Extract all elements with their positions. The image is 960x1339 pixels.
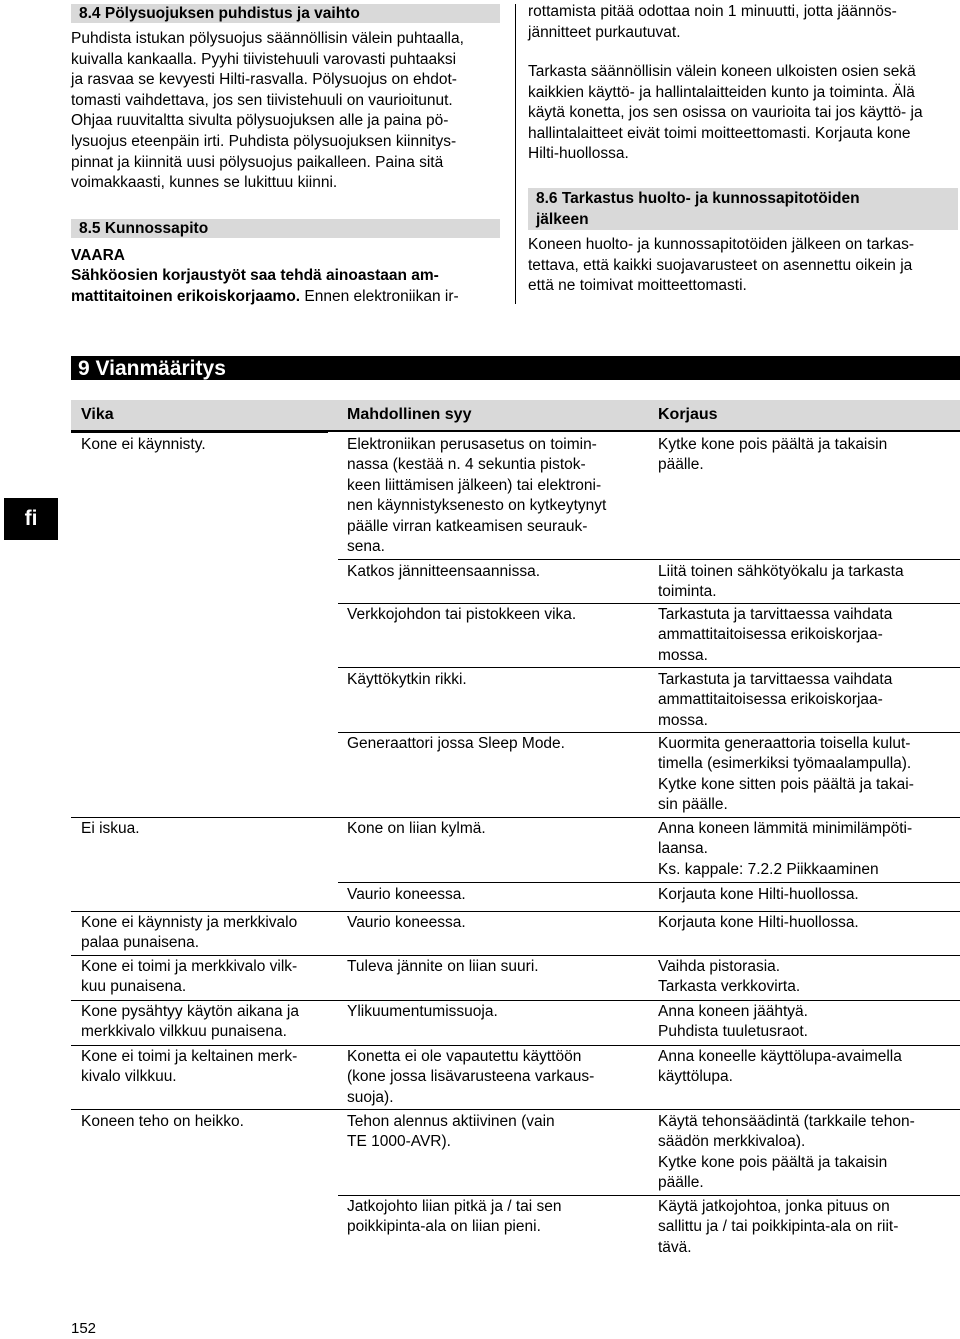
table-cell-korjaus: Käytä tehonsäädintä (tarkkaile tehon- säädön merkkivaloa). Kytke kone pois päältä ja takaisin päälle. xyxy=(658,1113,915,1192)
table-cell-syy: Kone on liian kylmä. xyxy=(347,820,486,837)
table-cell-syy: Tehon alennus aktiivinen (vain TE 1000-AVR). xyxy=(347,1113,555,1151)
section-8-5-title-text: 8.5 Kunnossapito xyxy=(79,220,209,237)
table-cell-syy: Konetta ei ole vapautettu käyttöön (kone jossa lisävarusteena varkaus- suoja). xyxy=(347,1048,595,1106)
table-cell-korjaus: Käytä jatkojohtoa, jonka pituus on sallittu ja / tai poikkipinta-ala on riit- tävä. xyxy=(658,1198,899,1256)
inspection-paragraph: Tarkasta säännöllisin välein koneen ulkoisten osien sekä kaikkien käyttö- ja hallintalaitteiden kunto ja toiminta. Älä käytä konetta, jos sen osissa on vaurioita tai jos käyttö- ja hallintalaitteet eivät toimi moitteettomasti. Korjauta kone Hilti-huollossa. xyxy=(528,63,923,163)
table-cell-syy: Jatkojohto liian pitkä ja / tai sen poikkipinta-ala on liian pieni. xyxy=(347,1198,562,1236)
table-cell-syy: Vaurio koneessa. xyxy=(347,914,466,931)
header-vika: Vika xyxy=(81,406,114,423)
section-8-5-body xyxy=(71,266,500,307)
chapter-9-title: 9 Vianmääritys xyxy=(71,356,960,380)
table-cell-korjaus: Korjauta kone Hilti-huollossa. xyxy=(658,886,859,903)
warning-label: VAARA xyxy=(71,247,125,264)
table-cell-vika: Ei iskua. xyxy=(81,820,140,837)
section-8-5-continued: rottamista pitää odottaa noin 1 minuutti, jotta jäännös- jännitteet purkautuvat. xyxy=(528,3,897,41)
table-cell-syy: Vaurio koneessa. xyxy=(347,886,466,903)
table-cell-korjaus: Liitä toinen sähkötyökalu ja tarkasta toiminta. xyxy=(658,563,904,601)
section-8-6-body: Koneen huolto- ja kunnossapitotöiden jälkeen on tarkas- tettava, että kaikki suojavarusteet on asennettu oikein ja että ne toimivat moitteettomasti. xyxy=(528,236,915,295)
header-korjaus: Korjaus xyxy=(658,406,718,423)
row-rule xyxy=(338,732,960,733)
section-8-4-title-text: 8.4 Pölysuojuksen puhdistus ja vaihto xyxy=(79,5,360,22)
table-cell-vika: Kone ei toimi ja merkkivalo vilk- kuu punaisena. xyxy=(81,958,298,996)
table-cell-syy: Ylikuumentumissuoja. xyxy=(347,1003,498,1020)
section-8-5-warning-text: Sähköosien korjaustyöt saa tehdä ainoastaan am- mattitaitoinen erikoiskorjaamo. xyxy=(71,267,439,305)
row-rule xyxy=(71,817,960,818)
row-rule xyxy=(71,1000,960,1001)
row-rule xyxy=(71,911,960,912)
row-rule xyxy=(338,667,960,668)
row-rule xyxy=(338,603,960,604)
row-rule xyxy=(71,955,960,956)
row-rule xyxy=(71,432,328,433)
section-8-6-title: 8.6 Tarkastus huolto- ja kunnossapitotöiden jälkeen xyxy=(528,188,958,230)
table-cell-korjaus: Korjauta kone Hilti-huollossa. xyxy=(658,914,859,931)
row-rule xyxy=(338,882,960,883)
table-cell-korjaus: Tarkastuta ja tarvittaessa vaihdata ammattitaitoisessa erikoiskorjaa- mossa. xyxy=(658,671,893,729)
section-8-4-title xyxy=(71,4,500,23)
table-cell-syy: Elektroniikan perusasetus on toimin- nassa (kestää n. 4 sekuntia pistok- keen liittämisen jälkeen) tai elektroni- nen käynnistyksenesto on kytkeytynyt päälle virran katkeamisen seurauk- sena. xyxy=(347,436,607,556)
table-cell-korjaus: Anna koneen lämmitä minimilämpöti- laansa. Ks. kappale: 7.2.2 Piikkaaminen xyxy=(658,820,913,878)
table-cell-syy: Katkos jännitteensaannissa. xyxy=(347,563,541,580)
table-cell-vika: Kone ei toimi ja keltainen merk- kivalo vilkkuu. xyxy=(81,1048,298,1086)
table-cell-vika: Kone ei käynnisty ja merkkivalo palaa punaisena. xyxy=(81,914,298,952)
table-cell-korjaus: Anna koneen jäähtyä. Puhdista tuuletusraot. xyxy=(658,1003,808,1041)
table-cell-syy: Käyttökytkin rikki. xyxy=(347,671,467,688)
row-rule xyxy=(338,559,960,560)
table-cell-vika: Kone ei käynnisty. xyxy=(81,436,206,453)
table-cell-korjaus: Kytke kone pois päältä ja takaisin päälle. xyxy=(658,436,888,474)
column-divider xyxy=(515,4,516,304)
table-cell-syy: Verkkojohdon tai pistokkeen vika. xyxy=(347,606,577,623)
row-rule xyxy=(71,1045,960,1046)
table-header-background xyxy=(71,400,960,430)
table-cell-korjaus: Tarkastuta ja tarvittaessa vaihdata ammattitaitoisessa erikoiskorjaa- mossa. xyxy=(658,606,893,664)
table-cell-vika: Koneen teho on heikko. xyxy=(81,1113,244,1130)
table-cell-korjaus: Vaihda pistorasia. Tarkasta verkkovirta. xyxy=(658,958,801,996)
row-rule xyxy=(71,1109,960,1110)
header-syy: Mahdollinen syy xyxy=(347,406,472,423)
table-cell-korjaus: Kuormita generaattoria toisella kulut- timella (esimerkiksi työmaalampulla). Kytke kone sitten pois päältä ja takai- sin päälle. xyxy=(658,735,914,814)
section-8-5-title xyxy=(71,219,500,238)
language-tab: fi xyxy=(4,498,58,540)
table-cell-vika: Kone pysähtyy käytön aikana ja merkkivalo vilkkuu punaisena. xyxy=(81,1003,299,1041)
section-8-4-body: Puhdista istukan pölysuojus säännöllisin välein puhtaalla, kuivalla kankaalla. Pyyhi tiivistehuuli varovasti puhtaaksi ja rasvaa se kevyesti Hilti-rasvalla. Pölysuojus on ehdot- tomasti vaihdettava, jos sen tiivistehuuli on vaurioitunut. Ohjaa ruuvitaltta sivulta pölysuojuksen alle ja paina pö- lysuojus eteenpäin irti. Puhdista pölysuojuksen kiinnitys- pinnat ja kiinnitä uusi pölysuojus paikalleen. Paina sitä voimakkaasti, kunnes se lukittuu kiinni. xyxy=(71,30,464,192)
table-cell-syy: Generaattori jossa Sleep Mode. xyxy=(347,735,565,752)
table-cell-korjaus: Anna koneelle käyttölupa-avaimella käyttölupa. xyxy=(658,1048,902,1086)
page-number: 152 xyxy=(71,1320,97,1337)
row-rule xyxy=(338,1195,960,1196)
table-cell-syy: Tuleva jännite on liian suuri. xyxy=(347,958,539,975)
section-8-5-continue-text: Ennen elektroniikan ir- xyxy=(300,287,459,305)
